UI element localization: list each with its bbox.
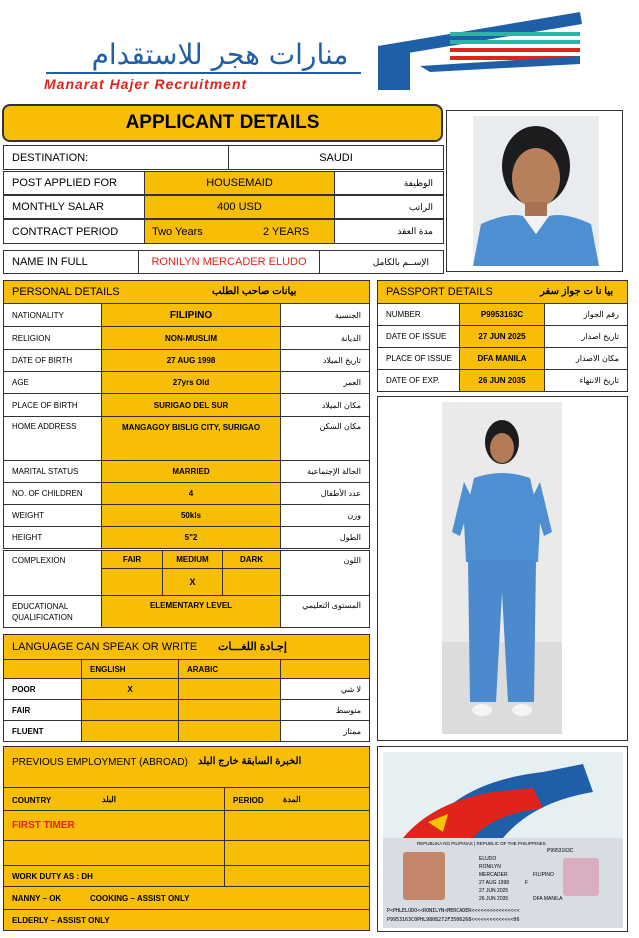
language-title: LANGUAGE CAN SPEAK OR WRITE <box>12 641 198 653</box>
passport-details-title: PASSPORT DETAILS <box>386 286 493 298</box>
personal-row-label: PLACE OF BIRTH <box>3 393 102 417</box>
passport-scan-nationality: FILIPINO <box>533 872 554 878</box>
language-row-arabic-label: ممتاز <box>280 720 370 742</box>
salary-value: 400 USD <box>144 195 335 219</box>
passport-visa-page-icon <box>383 752 623 838</box>
personal-row-label: NATIONALITY <box>3 303 102 327</box>
personal-row-value: 4 <box>101 482 281 505</box>
passport-scan-photo <box>403 852 445 900</box>
employment-country-header <box>3 787 225 811</box>
name-label: NAME IN FULL <box>3 250 139 274</box>
passport-details-title-arabic: بيا نا ت جواز سفر <box>540 286 614 297</box>
personal-row-value: 50kls <box>101 504 281 527</box>
passport-scan-country: REPUBLIKA NG PILIPINAS | REPUBLIC OF THE PHILIPPINES <box>417 841 546 846</box>
passport-row-arabic-label: تاريخ الانتهاء <box>544 369 628 392</box>
complexion-medium: MEDIUM <box>162 550 223 569</box>
passport-row-value: DFA MANILA <box>459 347 545 370</box>
personal-row-arabic-label: مكان السكن <box>280 416 370 461</box>
passport-row-label: DATE OF EXP. <box>377 369 460 392</box>
complexion-label: COMPLEXION <box>3 550 102 596</box>
complexion-dark: DARK <box>222 550 281 569</box>
passport-details-section <box>377 280 628 392</box>
contract-label: CONTRACT PERIOD <box>3 219 145 244</box>
contract-value-years: 2 YEARS <box>263 226 310 238</box>
passport-details-header <box>377 280 628 304</box>
language-row-label: FAIR <box>3 699 82 721</box>
contract-value-words: Two Years <box>152 226 203 238</box>
language-col-english: ENGLISH <box>81 659 179 679</box>
portrait-photo <box>473 116 599 266</box>
employment-title-arabic: الخبرة السابقة خارج البلد <box>198 756 302 767</box>
personal-row-arabic-label: العمر <box>280 371 370 394</box>
education-arabic-label: المستوى التعليمي <box>280 595 370 628</box>
personal-details-header <box>3 280 370 304</box>
name-value: RONILYN MERCADER ELUDO <box>138 250 320 274</box>
personal-row-label: HEIGHT <box>3 526 102 549</box>
language-blank-head-2 <box>280 659 370 679</box>
personal-row-label: WEIGHT <box>3 504 102 527</box>
language-title-arabic: إجـادة اللغـــات <box>218 641 287 653</box>
company-name-english: Manarat Hajer Recruitment <box>44 76 248 92</box>
language-col-arabic: ARABIC <box>178 659 281 679</box>
post-label: POST APPLIED FOR <box>3 171 145 195</box>
language-row-label: POOR <box>3 678 82 700</box>
personal-details-title-arabic: بيانات صاحب الطلب <box>212 286 297 297</box>
passport-row-value: 26 JUN 2035 <box>459 369 545 392</box>
post-arabic-label: الوظيفة <box>334 171 444 195</box>
personal-row-value: FILIPINO <box>101 303 281 327</box>
passport-scan-image <box>383 752 623 928</box>
employment-cooking: COOKING – ASSIST ONLY <box>90 894 190 903</box>
logo-graphic-icon <box>370 8 585 94</box>
passport-scan-middle: MERCADER <box>479 872 508 878</box>
personal-row-arabic-label: عدد الأطفال <box>280 482 370 505</box>
name-arabic-label: الإســم بالكامل <box>319 250 444 274</box>
complexion-medium-check: X <box>162 568 223 596</box>
passport-scan-surname: ELUDO <box>479 856 497 862</box>
employment-blank-row <box>3 840 225 866</box>
education-label-line-2: QUALIFICATION <box>12 613 73 622</box>
education-value: ELEMENTARY LEVEL <box>101 595 281 628</box>
personal-row-arabic-label: الحالة الإجتماعية <box>280 460 370 483</box>
passport-scan-given: RONILYN <box>479 864 501 870</box>
personal-details-title: PERSONAL DETAILS <box>12 286 120 298</box>
language-blank-head <box>3 659 82 679</box>
complexion-fair-check <box>101 568 163 596</box>
full-body-photo <box>442 402 562 734</box>
employment-header <box>3 746 370 788</box>
employment-nanny-cooking <box>3 886 370 910</box>
passport-scan-issue: 27 JUN 2025 <box>479 888 509 894</box>
employment-elderly: ELDERLY – ASSIST ONLY <box>3 909 370 931</box>
salary-arabic-label: الراتب <box>334 195 444 219</box>
destination-label: DESTINATION: <box>3 145 229 170</box>
personal-row-arabic-label: وزن <box>280 504 370 527</box>
passport-row-value: P9953163C <box>459 303 545 326</box>
passport-row-arabic-label: رقم الجواز <box>544 303 628 326</box>
passport-scan-authority: DFA MANILA <box>533 896 563 902</box>
personal-details-section <box>3 280 370 628</box>
personal-row-arabic-label: الديانة <box>280 326 370 350</box>
complexion-fair: FAIR <box>101 550 163 569</box>
company-logo <box>40 8 600 98</box>
complexion-arabic-label: اللون <box>280 550 370 596</box>
logo-underline <box>46 72 361 74</box>
personal-row-arabic-label: الطول <box>280 526 370 549</box>
passport-row-label: NUMBER <box>377 303 460 326</box>
personal-row-value: SURIGAO DEL SUR <box>101 393 281 417</box>
language-row-arabic-label: لا شي <box>280 678 370 700</box>
personal-row-label: RELIGION <box>3 326 102 350</box>
personal-row-value: NON-MUSLIM <box>101 326 281 350</box>
language-row-arabic-label: متوسط <box>280 699 370 721</box>
contract-arabic-label: مدة العقد <box>334 219 444 244</box>
passport-row-value: 27 JUN 2025 <box>459 325 545 348</box>
employment-duty: WORK DUTY AS : DH <box>3 865 225 887</box>
personal-row-value: MANGAGOY BISLIG CITY, SURIGAO <box>101 416 281 461</box>
personal-row-label: DATE OF BIRTH <box>3 349 102 372</box>
passport-scan-mrz-1: P<PHLELUDO<<RONILYN<MERCADER<<<<<<<<<<<<<<<< <box>387 908 520 914</box>
employment-period-cell-3 <box>224 865 370 887</box>
education-label-line-1: EDUCATIONAL <box>12 602 69 611</box>
personal-row-value: 27yrs Old <box>101 371 281 394</box>
language-row-label: FLUENT <box>3 720 82 742</box>
employment-period-label: PERIOD <box>233 796 264 805</box>
personal-row-arabic-label: مكان الميلاد <box>280 393 370 417</box>
personal-row-label: NO. OF CHILDREN <box>3 482 102 505</box>
personal-row-value: 27 AUG 1998 <box>101 349 281 372</box>
personal-row-label: AGE <box>3 371 102 394</box>
language-section <box>3 634 370 742</box>
post-value: HOUSEMAID <box>144 171 335 195</box>
destination-value: SAUDI <box>228 145 444 170</box>
personal-row-arabic-label: تاريخ الميلاد <box>280 349 370 372</box>
passport-row-arabic-label: تاريخ اصدار <box>544 325 628 348</box>
education-label <box>3 595 102 628</box>
passport-scan-mrz-2: P9953163C0PHL9808272F3506268<<<<<<<<<<<<<<06 <box>387 917 520 923</box>
employment-period-arabic: المدة <box>283 795 301 804</box>
employment-period-cell-1 <box>224 810 370 841</box>
passport-data-page <box>383 838 623 928</box>
personal-row-arabic-label: الجنسية <box>280 303 370 327</box>
personal-row-value: 5"2 <box>101 526 281 549</box>
passport-row-arabic-label: مكان الاصدار <box>544 347 628 370</box>
employment-period-header <box>224 787 370 811</box>
salary-label: MONTHLY SALAR <box>3 195 145 219</box>
passport-scan-sex: F <box>525 880 529 886</box>
language-row-arabic <box>178 699 281 721</box>
language-row-english: X <box>81 678 179 700</box>
passport-scan-frame <box>377 746 628 932</box>
personal-row-value: MARRIED <box>101 460 281 483</box>
employment-title: PREVIOUS EMPLOYMENT (ABROAD) <box>12 757 188 768</box>
page-title: APPLICANT DETAILS <box>2 104 443 142</box>
contract-value <box>144 219 335 244</box>
employment-country-label: COUNTRY <box>12 796 52 805</box>
employment-section <box>3 746 370 932</box>
passport-row-label: PLACE OF ISSUE <box>377 347 460 370</box>
language-row-english <box>81 699 179 721</box>
passport-row-label: DATE OF ISSUE <box>377 325 460 348</box>
language-header <box>3 634 370 660</box>
employment-period-cell-2 <box>224 840 370 866</box>
passport-scan-expiry: 26 JUN 2035 <box>479 896 509 902</box>
employment-nanny: NANNY – OK <box>12 894 62 903</box>
language-row-arabic <box>178 720 281 742</box>
job-details-table <box>3 145 444 245</box>
employment-first-timer: FIRST TIMER <box>3 810 225 841</box>
passport-scan-number: P9953163C <box>547 848 574 854</box>
language-row-english <box>81 720 179 742</box>
language-row-arabic <box>178 678 281 700</box>
complexion-dark-check <box>222 568 281 596</box>
passport-scan-dob: 27 AUG 1998 <box>479 880 510 886</box>
personal-row-label: HOME ADDRESS <box>3 416 102 461</box>
full-body-photo-frame <box>377 396 628 741</box>
passport-scan-ghost-photo <box>563 858 599 896</box>
personal-row-label: MARITAL STATUS <box>3 460 102 483</box>
company-name-arabic: منارات هجر للاستقدام <box>91 38 349 71</box>
portrait-photo-frame <box>446 110 623 272</box>
employment-country-arabic: البلد <box>102 795 116 804</box>
